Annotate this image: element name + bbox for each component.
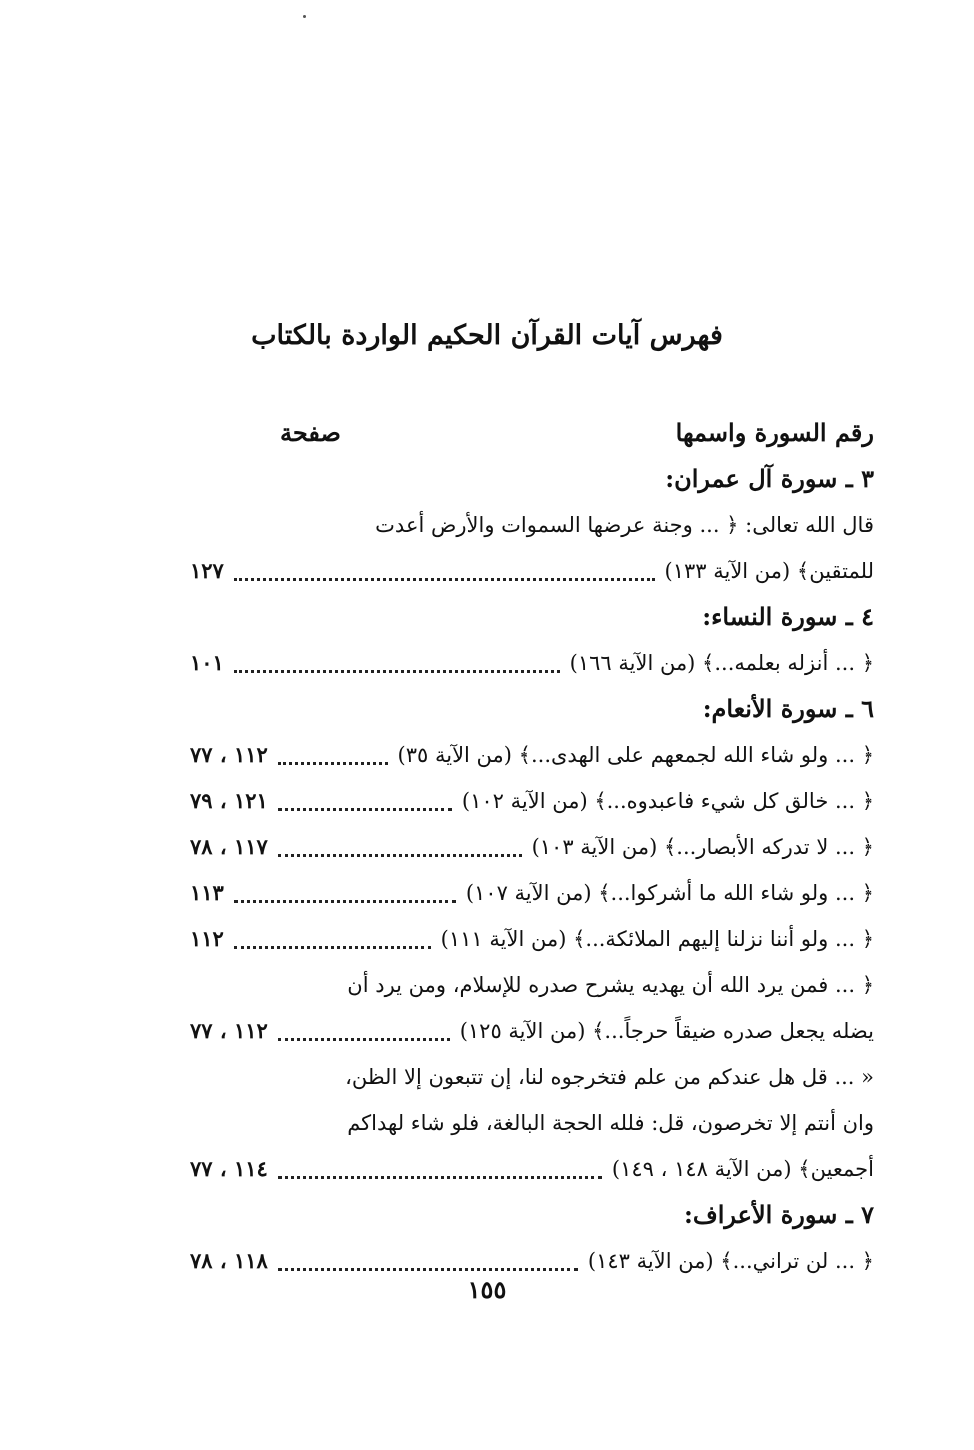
dot-leader [278, 1008, 450, 1054]
entry-text: ٣ ـ سورة آل عمران: [665, 464, 874, 493]
entry-text: قال الله تعالى: ﴿ ... وجنة عرضها السموات والأرض أعدت [375, 513, 874, 537]
entry-text: ﴿ ... ولو شاء الله ما أشركوا...﴾ (من الآية ١٠٧) [465, 881, 874, 905]
index-text-line [190, 502, 874, 548]
index-header [190, 410, 874, 456]
index-table [190, 410, 874, 1284]
entry-text: ﴿ ... خالق كل شيء فاعبدوه...﴾ (من الآية ١٠٢) [461, 789, 874, 813]
surah-heading [190, 1192, 874, 1238]
entry-page-ref: ١١٨ ، ٧٨ [190, 1248, 268, 1273]
index-rows [190, 456, 874, 1284]
entry-text: ٦ ـ سورة الأنعام: [702, 694, 874, 723]
dot-leader [234, 870, 456, 916]
index-entry [190, 732, 874, 778]
dot-leader [234, 640, 560, 686]
surah-heading [190, 594, 874, 640]
index-entry [190, 1146, 874, 1192]
entry-text: « ... قل هل عندكم من علم فتخرجوه لنا، إن تتبعون إلا الظن، [345, 1065, 874, 1089]
entry-text: ٧ ـ سورة الأعراف: [684, 1200, 874, 1229]
dot-leader [278, 1146, 602, 1192]
entry-text: ﴿ ... ولو شاء الله لجمعهم على الهدى...﴾ (من الآية ٣٥) [397, 743, 874, 767]
index-entry [190, 778, 874, 824]
index-entry [190, 824, 874, 870]
index-entry [190, 640, 874, 686]
dot-leader [278, 732, 388, 778]
index-text-line [190, 962, 874, 1008]
index-entry [190, 548, 874, 594]
entry-page-ref: ١١٧ ، ٧٨ [190, 834, 268, 859]
entry-text: ﴿ ... لن تراني...﴾ (من الآية ١٤٣) [587, 1249, 874, 1273]
surah-heading [190, 686, 874, 732]
entry-text: ﴿ ... فمن يرد الله أن يهديه يشرح صدره للإسلام، ومن يرد أن [347, 973, 874, 997]
entry-page-ref: ١٢١ ، ٧٩ [190, 788, 268, 813]
header-surah-label: رقم السورة واسمها [675, 418, 874, 447]
page-title: فهرس آيات القرآن الحكيم الواردة بالكتاب [251, 320, 723, 351]
index-entry [190, 916, 874, 962]
entry-text: ﴿ ... ولو أننا نزلنا إليهم الملائكة...﴾ (من الآية ١١١) [440, 927, 874, 951]
index-entry [190, 870, 874, 916]
entry-page-ref: ١١٢ [190, 926, 224, 951]
entry-text: ٤ ـ سورة النساء: [702, 602, 874, 631]
entry-text: ﴿ ... أنزله بعلمه...﴾ (من الآية ١٦٦) [569, 651, 874, 675]
entry-text: للمتقين﴾ (من الآية ١٣٣) [664, 559, 874, 583]
entry-text: أجمعين﴾ (من الآية ١٤٨ ، ١٤٩) [611, 1157, 874, 1181]
header-page-label: صفحة [280, 418, 341, 447]
index-text-line [190, 1054, 874, 1100]
entry-page-ref: ١١٤ ، ٧٧ [190, 1156, 268, 1181]
page-number: ١٥٥ [467, 1275, 507, 1304]
dot-leader [234, 548, 655, 594]
dot-leader [278, 778, 452, 824]
entry-page-ref: ١٠١ [190, 650, 224, 675]
stray-mark [303, 15, 306, 18]
entry-page-ref: ١١٢ ، ٧٧ [190, 742, 268, 767]
surah-heading [190, 456, 874, 502]
entry-text: وان أنتم إلا تخرصون، قل: فلله الحجة البالغة، فلو شاء لهداكم [347, 1111, 874, 1135]
entry-page-ref: ١١٣ [190, 880, 224, 905]
entry-text: ﴿ ... لا تدركه الأبصار...﴾ (من الآية ١٠٣) [531, 835, 874, 859]
index-entry [190, 1008, 874, 1054]
index-text-line [190, 1100, 874, 1146]
entry-page-ref: ١٢٧ [190, 558, 224, 583]
dot-leader [278, 824, 522, 870]
entry-text: يضله يجعل صدره ضيقاً حرجاً...﴾ (من الآية ١٢٥) [459, 1019, 874, 1043]
dot-leader [234, 916, 431, 962]
entry-page-ref: ١١٢ ، ٧٧ [190, 1018, 268, 1043]
